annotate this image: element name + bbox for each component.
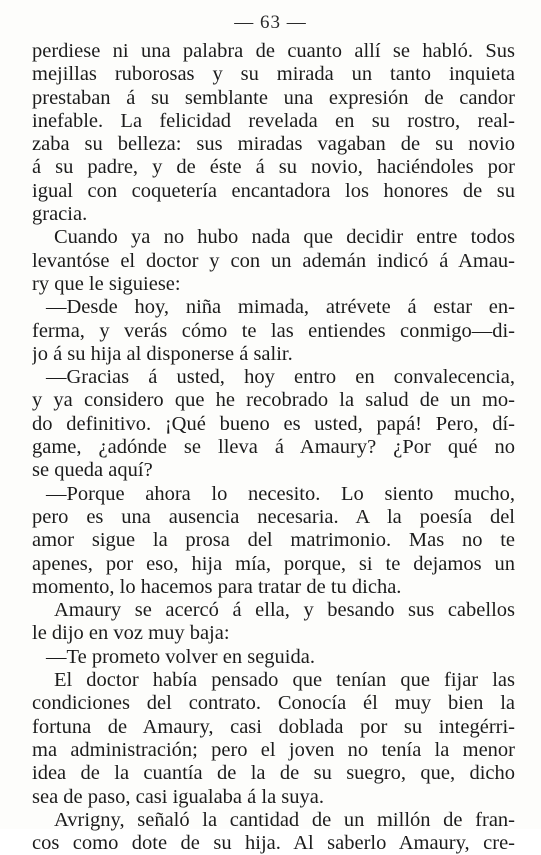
text-line: mejillas ruborosas y su mirada un tanto inquieta — [32, 63, 515, 86]
text-line: prestaban á su semblante una expresión de candor — [32, 86, 515, 109]
text-line: perdiese ni una palabra de cuanto allí se habló. Sus — [32, 40, 515, 62]
text-line: se queda aquí? — [32, 459, 153, 482]
text-line: y ya considero que he recobrado la salud de un mo- — [32, 389, 515, 412]
text-line: Avrigny, señaló la cantidad de un millón de fran- — [54, 808, 515, 831]
text-line: idea de la cuantía de la de su suegro, que, dicho — [32, 762, 515, 785]
text-line: le dijo en voz muy baja: — [32, 622, 230, 645]
text-line: ma administración; pero el joven no tenía la menor — [32, 738, 515, 761]
text-line: jo á su hija al disponerse á salir. — [32, 342, 293, 365]
text-line: —Desde hoy, niña mimada, atrévete á estar en- — [46, 296, 515, 319]
text-line: ry que le siguiese: — [32, 272, 181, 295]
text-line: —Te prometo volver en seguida. — [46, 645, 315, 668]
text-line: á su padre, y de éste á su novio, haciéndoles por — [32, 156, 515, 179]
text-line: game, ¿adónde se lleva á Amaury? ¿Por qué no — [32, 436, 515, 459]
text-line: do definitivo. ¡Qué bueno es usted, papá! Pero, dí- — [32, 412, 515, 435]
text-line: Amaury se acercó á ella, y besando sus cabellos — [54, 599, 515, 622]
text-line: gracia. — [32, 203, 88, 226]
text-line: momento, lo hacemos para tratar de tu dicha. — [32, 575, 402, 598]
page-number: — 63 — — [234, 12, 307, 33]
text-line: zaba su belleza: sus miradas vagaban de su novio — [32, 133, 515, 156]
text-line: Cuando ya no hubo nada que decidir entre todos — [54, 226, 515, 249]
text-line: —Porque ahora lo necesito. Lo siento mucho, — [46, 482, 515, 505]
text-line: condiciones del contrato. Conocía él muy bien la — [32, 692, 515, 715]
text-line: inefable. La felicidad revelada en su rostro, real- — [32, 109, 515, 132]
text-line: pero es una ausencia necesaria. A la poesía del — [32, 505, 515, 528]
text-line: igual con coquetería encantadora los honores de su — [32, 179, 515, 202]
text-line: ferma, y verás cómo te las entiendes conmigo—di- — [32, 319, 515, 342]
text-line: El doctor había pensado que tenían que fijar las — [54, 669, 515, 692]
text-line: cos como dote de su hija. Al saberlo Amaury, cre- — [32, 832, 515, 855]
text-line: —Gracias á usted, hoy entro en convalecencia, — [46, 366, 515, 389]
text-line: amor sigue la prosa del matrimonio. Mas no te — [32, 529, 515, 552]
text-line: apenes, por eso, hija mía, porque, si te dejamos un — [32, 552, 515, 575]
text-line: fortuna de Amaury, casi doblada por su integérri- — [32, 715, 515, 738]
text-line: levantóse el doctor y con un ademán indicó á Amau- — [32, 249, 515, 272]
body-text — [32, 40, 515, 855]
text-line: sea de paso, casi igualaba á la suya. — [32, 785, 325, 808]
